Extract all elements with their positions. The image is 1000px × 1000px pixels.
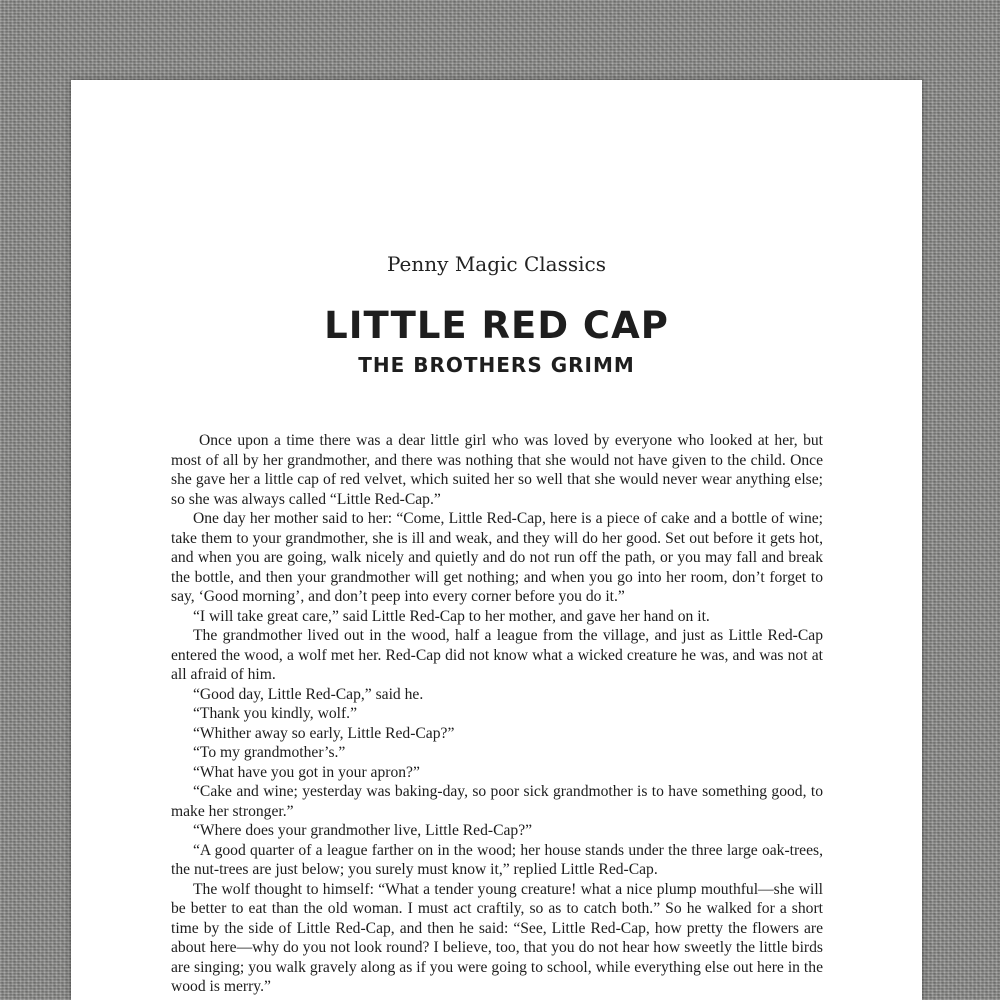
story-author: THE BROTHERS GRIMM bbox=[358, 353, 635, 377]
document-page bbox=[71, 80, 922, 1000]
paragraph: “Good day, Little Red-Cap,” said he. bbox=[193, 685, 424, 703]
story-title: LITTLE RED CAP bbox=[324, 304, 669, 347]
paragraph: “A good quarter of a league farther on in the wood; her house stands under the three large oak-trees, the nut-trees are just below; you surely must know it,” replied Little Red-Cap. bbox=[171, 841, 823, 878]
paragraph: The grandmother lived out in the wood, half a league from the village, and just as Little Red-Cap entered the wood, a wolf met her. Red-Cap did not know what a wicked creature he was, and was not at all afraid of him. bbox=[171, 627, 823, 683]
story-body bbox=[171, 431, 823, 997]
paragraph: “What have you got in your apron?” bbox=[193, 763, 420, 781]
paragraph: The wolf thought to himself: “What a tender young creature! what a nice plump mouthful—she will be better to eat than the old woman. I must act craftily, so as to catch both.” So he walked for a short time by the side of Little Red-Cap, and then he said: “See, Little Red-Cap, how pretty the flowers are about here—why do you not look round? I believe, too, that you do not hear how sweetly the little birds are singing; you walk gravely along as if you were going to school, while everything else out here in the wood is merry.” bbox=[171, 880, 823, 995]
paragraph: “Thank you kindly, wolf.” bbox=[193, 705, 357, 722]
series-name: Penny Magic Classics bbox=[387, 252, 606, 276]
paragraph: “I will take great care,” said Little Red-Cap to her mother, and gave her hand on it. bbox=[193, 607, 710, 625]
paragraph: “Where does your grandmother live, Little Red-Cap?” bbox=[193, 822, 533, 839]
paragraph: “Whither away so early, Little Red-Cap?” bbox=[193, 724, 455, 742]
paragraph: One day her mother said to her: “Come, Little Red-Cap, here is a piece of cake and a bottle of wine; take them to your grandmother, she is ill and weak, and they will do her good. Set out before it gets hot, and when you are going, walk nicely and quietly and do not run off the path, or you may fall and break the bottle, and then your grandmother will get nothing; and when you go into her room, don’t forget to say, ‘Good morning’, and don’t peep into every corner before you do it.” bbox=[171, 510, 823, 605]
paragraph: Once upon a time there was a dear little girl who was loved by everyone who looked at her, but most of all by her grandmother, and there was nothing that she would not have given to the child. Once she gave her a little cap of red velvet, which suited her so well that she would never wear anything else; so she was always called “Little Red-Cap.” bbox=[171, 432, 823, 508]
paragraph: “Cake and wine; yesterday was baking-day, so poor sick grandmother is to have something good, to make her stronger.” bbox=[171, 783, 823, 820]
paragraph: “To my grandmother’s.” bbox=[193, 744, 346, 761]
